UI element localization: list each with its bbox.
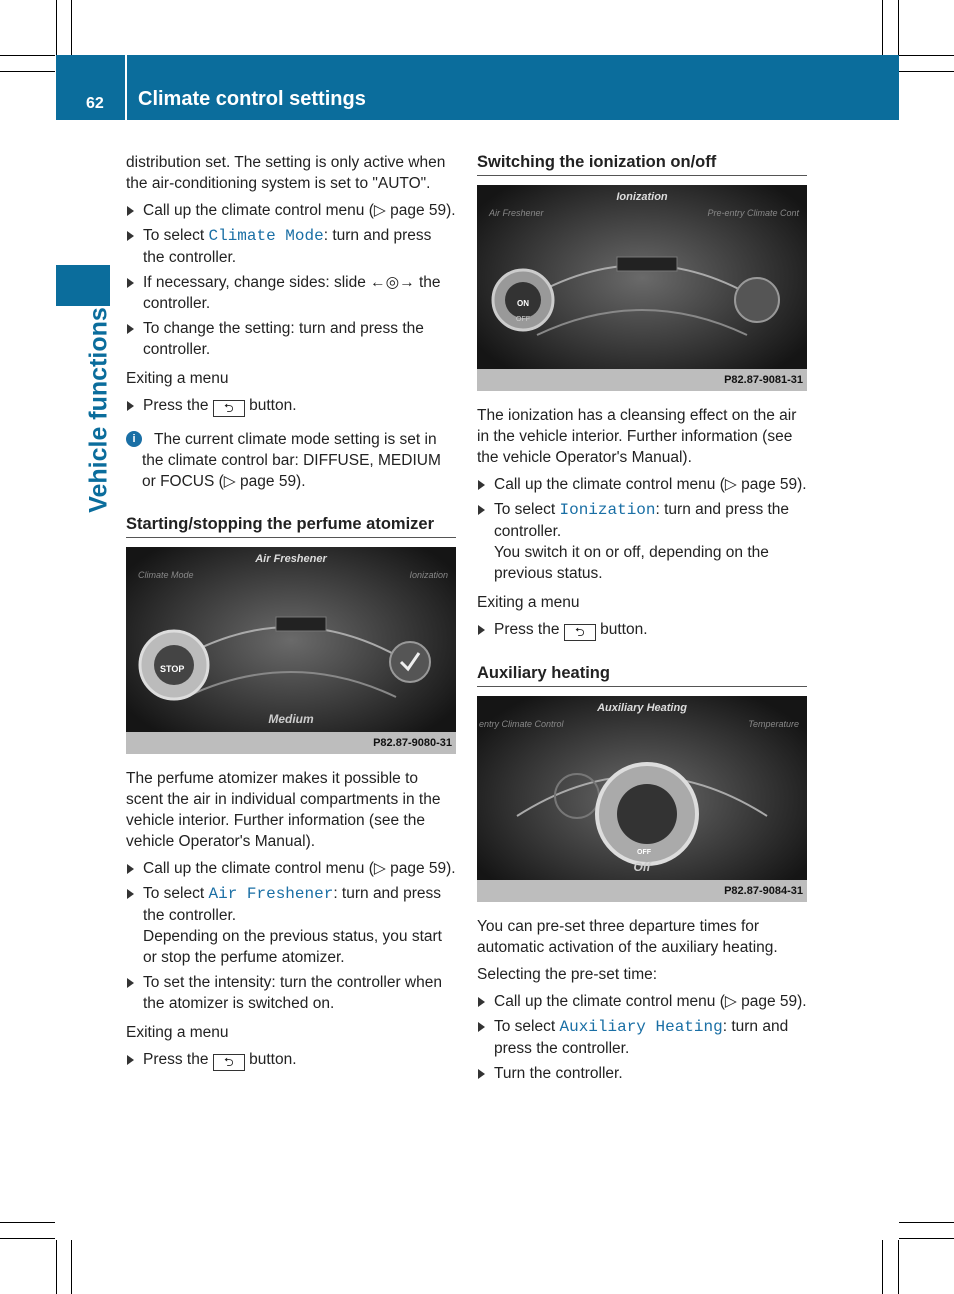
intro-paragraph: distribution set. The setting is only active when the air-conditioning system is set to "AUTO". [126, 154, 446, 192]
list-item: Call up the climate control menu (▷ page 59). [126, 200, 456, 221]
crop-mark [0, 1222, 55, 1223]
paragraph: You can pre-set three departure times for automatic activation of the auxiliary heating. [477, 918, 778, 956]
bullet-icon [478, 1069, 485, 1079]
back-button-icon: ⮌ [213, 400, 245, 417]
screen-bottom-label: Off [633, 860, 651, 874]
paragraph: The perfume atomizer makes it possible to scent the air in individual compartments in the vehicle interior. Further information (see the vehicle Operator's Manual). [126, 770, 441, 850]
left-column [126, 152, 456, 1075]
screen-image-ionization [477, 185, 807, 391]
list-item: To select Air Freshener: turn and press the controller. Depending on the previous status, you start or stop the perfume atomizer. [126, 883, 456, 968]
crop-mark [56, 1240, 57, 1294]
crop-mark [71, 0, 72, 55]
bullet-icon [127, 978, 134, 988]
crop-mark [0, 1238, 55, 1239]
side-tab-marker [56, 265, 110, 306]
off-button-label: OFF [516, 316, 530, 323]
menu-item-ionization: Ionization [559, 501, 656, 519]
exiting-label: Exiting a menu [477, 594, 580, 611]
on-button-label: ON [517, 299, 529, 308]
bullet-icon [478, 505, 485, 515]
screen-title: Ionization [616, 191, 668, 203]
list-item: Press the ⮌ button. [477, 619, 807, 641]
list-item: Call up the climate control menu (▷ page 59). [126, 858, 456, 879]
crop-mark [882, 0, 883, 55]
bullet-icon [127, 231, 134, 241]
bullet-icon [127, 889, 134, 899]
crop-mark [0, 55, 55, 56]
crop-mark [898, 1240, 899, 1294]
list-item: To change the setting: turn and press the controller. [126, 318, 456, 360]
exiting-label: Exiting a menu [126, 370, 229, 387]
side-tab-label: Vehicle functions [84, 307, 113, 513]
crop-mark [71, 1240, 72, 1294]
screen-title: Auxiliary Heating [597, 702, 687, 714]
bullet-icon [478, 480, 485, 490]
off-button-label: OFF [637, 849, 651, 856]
crop-mark [56, 0, 57, 55]
list-item: Call up the climate control menu (▷ page 59). [477, 474, 807, 495]
crop-mark [899, 1222, 954, 1223]
crop-mark [899, 71, 954, 72]
menu-item-auxiliary-heating: Auxiliary Heating [559, 1018, 723, 1036]
list-item: To select Climate Mode: turn and press the controller. [126, 225, 456, 268]
page-title: Climate control settings [138, 88, 366, 110]
bullet-icon [127, 324, 134, 334]
screen-title: Air Freshener [255, 553, 327, 565]
bullet-icon [478, 625, 485, 635]
screen-bottom-label: Medium [268, 712, 314, 726]
bullet-icon [127, 1055, 134, 1065]
section-title: Switching the ionization on/off [477, 153, 717, 171]
crop-mark [899, 1238, 954, 1239]
image-reference: P82.87-9080-31 [126, 732, 456, 754]
paragraph: The ionization has a cleansing effect on the air in the vehicle interior. Further information (see the vehicle Operator's Manual). [477, 407, 797, 466]
bullet-icon [127, 206, 134, 216]
bullet-icon [127, 401, 134, 411]
screen-right-label: Ionization [409, 570, 448, 580]
bullet-icon [127, 278, 134, 288]
info-note: i The current climate mode setting is set in the climate control bar: DIFFUSE, MEDIUM or FOCUS (▷ page 59). [126, 429, 456, 492]
crop-mark [0, 71, 55, 72]
menu-item-climate-mode: Climate Mode [208, 227, 324, 245]
info-icon: i [126, 431, 142, 447]
list-item: Press the ⮌ button. [126, 1049, 456, 1071]
exiting-label: Exiting a menu [126, 1024, 229, 1041]
screen-right-label: Temperature [748, 719, 799, 729]
right-column [477, 152, 807, 1088]
page-number: 62 [86, 95, 104, 112]
back-button-icon: ⮌ [213, 1054, 245, 1071]
image-reference: P82.87-9081-31 [477, 369, 807, 391]
list-item: Press the ⮌ button. [126, 395, 456, 417]
crop-mark [882, 1240, 883, 1294]
paragraph: Selecting the pre-set time: [477, 966, 658, 983]
section-title: Auxiliary heating [477, 664, 610, 682]
stop-button-label: STOP [160, 664, 185, 674]
crop-mark [898, 0, 899, 55]
menu-item-air-freshener: Air Freshener [208, 885, 334, 903]
section-title: Starting/stopping the perfume atomizer [126, 515, 435, 533]
screen-image-auxiliary-heating [477, 696, 807, 902]
section-rule [477, 686, 807, 687]
back-button-icon: ⮌ [564, 624, 596, 641]
list-item: Call up the climate control menu (▷ page 59). [477, 991, 807, 1012]
screen-right-label: Pre-entry Climate Cont [707, 208, 799, 218]
crop-mark [899, 55, 954, 56]
image-reference: P82.87-9084-31 [477, 880, 807, 902]
page-header [56, 55, 899, 120]
header-divider [125, 55, 127, 120]
bullet-icon [127, 864, 134, 874]
screen-left-label: Climate Mode [138, 570, 194, 580]
bullet-icon [478, 997, 485, 1007]
section-rule [477, 175, 807, 176]
screen-left-label: entry Climate Control [479, 719, 564, 729]
list-item: To set the intensity: turn the controller when the atomizer is switched on. [126, 972, 456, 1014]
list-item: Turn the controller. [477, 1063, 807, 1084]
list-item: If necessary, change sides: slide ←◎→ the controller. [126, 272, 456, 314]
section-rule [126, 537, 456, 538]
list-item: To select Auxiliary Heating: turn and press the controller. [477, 1016, 807, 1059]
screen-image-air-freshener [126, 547, 456, 754]
screen-left-label: Air Freshener [489, 208, 544, 218]
bullet-icon [478, 1022, 485, 1032]
list-item: To select Ionization: turn and press the controller. You switch it on or off, depending on the previous status. [477, 499, 807, 584]
